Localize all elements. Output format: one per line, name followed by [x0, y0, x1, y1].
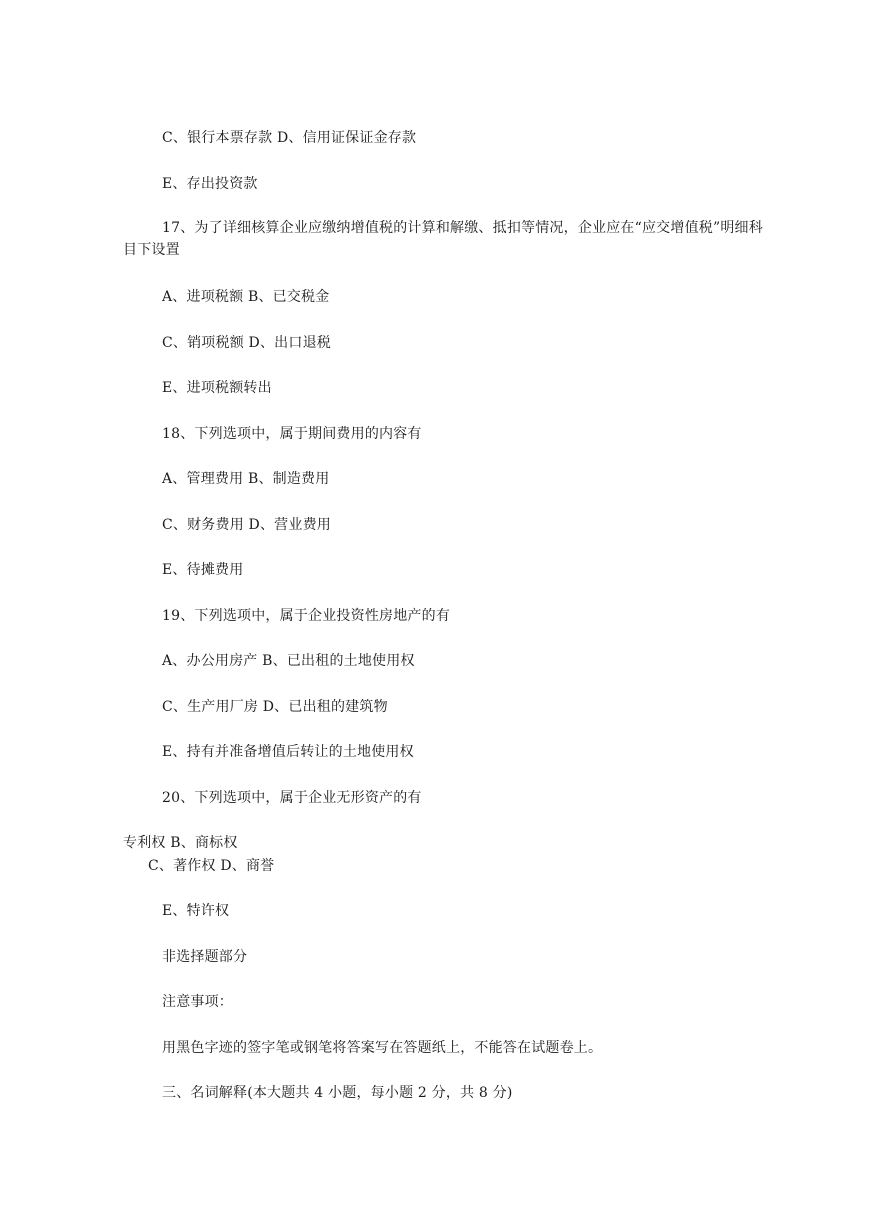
question-18-option-e: E、待摊费用 [162, 562, 244, 578]
option-line-c-d: C、银行本票存款 D、信用证保证金存款 [162, 130, 417, 146]
question-20-options-a-b: 专利权 B、商标权 [123, 835, 238, 851]
question-18-options-a-b: A、管理费用 B、制造费用 [162, 471, 330, 487]
section-heading: 非选择题部分 [162, 949, 248, 965]
question-20: 20、下列选项中，属于企业无形资产的有 [162, 790, 422, 806]
question-19-option-e: E、持有并准备增值后转让的土地使用权 [162, 744, 414, 760]
question-20-options-c-d: C、著作权 D、商誉 [148, 858, 275, 874]
question-18: 18、下列选项中，属于期间费用的内容有 [162, 426, 422, 442]
question-19-options-a-b: A、办公用房产 B、已出租的土地使用权 [162, 653, 415, 669]
question-17-options-c-d: C、销项税额 D、出口退税 [162, 335, 331, 351]
question-19-options-c-d: C、生产用厂房 D、已出租的建筑物 [162, 699, 388, 715]
option-line-e: E、存出投资款 [162, 176, 258, 192]
question-17: 17、为了详细核算企业应缴纳增值税的计算和解缴、抵扣等情况，企业应在“应交增值税”明细科目下设置 [123, 220, 763, 258]
question-19: 19、下列选项中，属于企业投资性房地产的有 [162, 608, 451, 624]
notice-title: 注意事项： [162, 994, 233, 1010]
question-17-options-a-b: A、进项税额 B、已交税金 [162, 289, 330, 305]
notice-text: 用黑色字迹的签字笔或钢笔将答案写在答题纸上，不能答在试题卷上。 [162, 1040, 603, 1056]
question-18-options-c-d: C、财务费用 D、营业费用 [162, 517, 331, 533]
part-three-heading: 三、名词解释(本大题共 4 小题，每小题 2 分，共 8 分) [162, 1085, 513, 1101]
question-17-option-e: E、进项税额转出 [162, 380, 272, 396]
question-20-option-e: E、特许权 [162, 903, 230, 919]
